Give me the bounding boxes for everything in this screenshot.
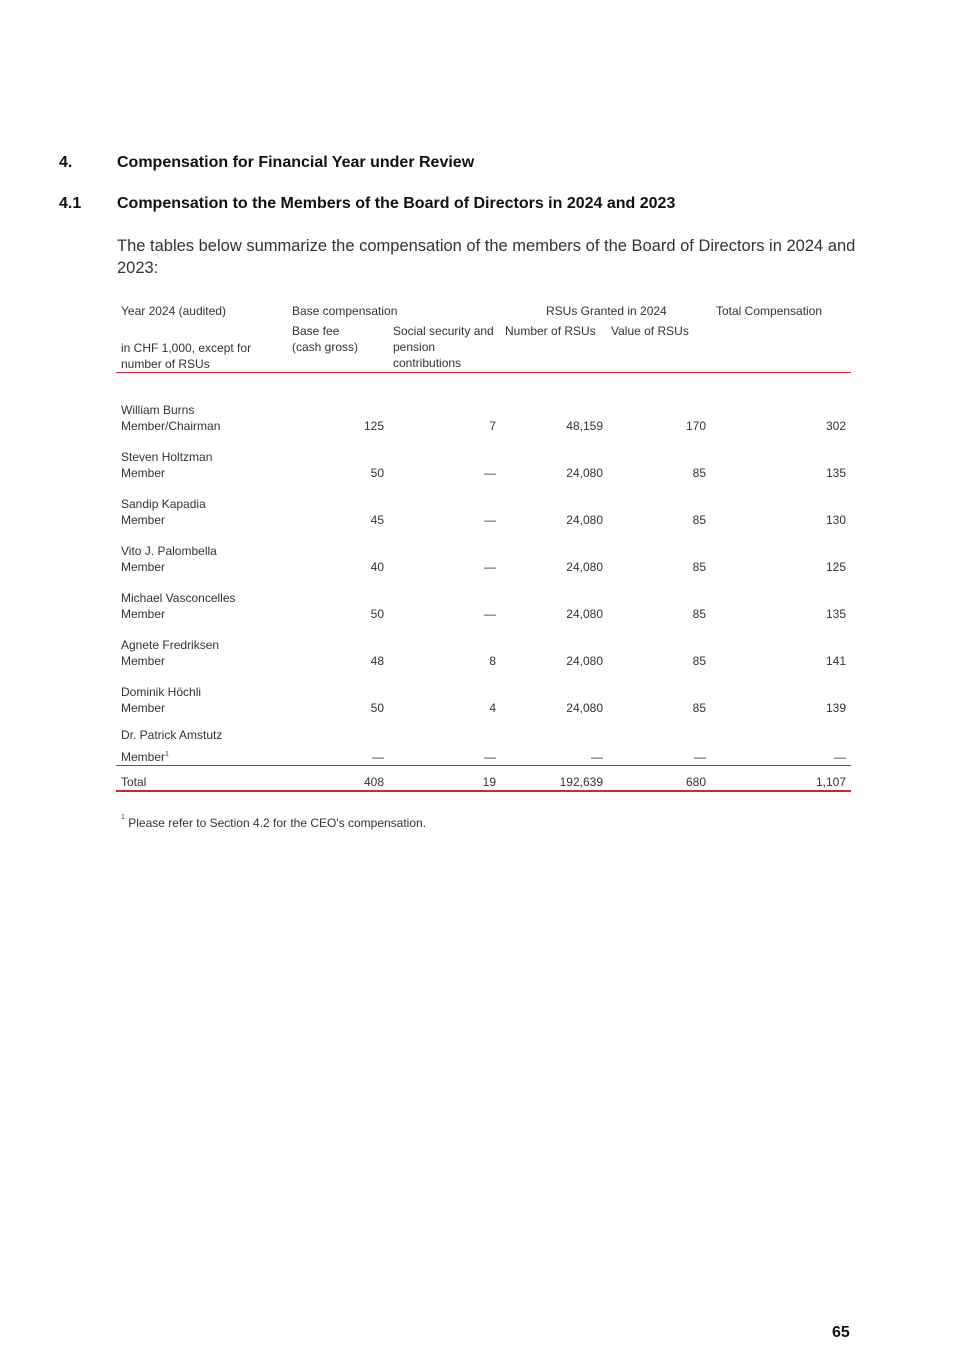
cell-social: — bbox=[484, 560, 496, 574]
cell-total: 302 bbox=[825, 419, 846, 433]
cell-value-rsus: 85 bbox=[692, 654, 706, 668]
member-role-text: Member bbox=[121, 654, 166, 668]
cell-total: 125 bbox=[825, 560, 846, 574]
cell-value-rsus: 85 bbox=[692, 513, 706, 527]
cell-value-rsus: — bbox=[694, 750, 706, 764]
col-value-rsus: Value of RSUs bbox=[611, 324, 689, 338]
col-social-line3: contributions bbox=[393, 356, 462, 370]
cell-value-rsus: 85 bbox=[692, 560, 706, 574]
header-base-compensation: Base compensation bbox=[292, 304, 398, 318]
member-role-text: Member bbox=[121, 607, 166, 621]
page-number: 65 bbox=[832, 1324, 850, 1341]
cell-social: 8 bbox=[489, 654, 496, 668]
col-number-rsus: Number of RSUs bbox=[505, 324, 596, 338]
header-year: Year 2024 (audited) bbox=[121, 304, 226, 318]
cell-total: 135 bbox=[825, 607, 846, 621]
member-role-text: Member/Chairman bbox=[121, 419, 221, 433]
cell-base-fee: 45 bbox=[370, 513, 384, 527]
member-name: Agnete Fredriksen bbox=[121, 638, 220, 652]
cell-value-rsus: 85 bbox=[692, 466, 706, 480]
cell-base-fee: 50 bbox=[370, 607, 384, 621]
member-role bbox=[121, 559, 165, 575]
total-total: 1,107 bbox=[815, 775, 846, 789]
footnote-text: Please refer to Section 4.2 for the CEO's compensation. bbox=[128, 816, 427, 830]
footnote-marker: 1 bbox=[121, 814, 125, 821]
header-rsus-granted: RSUs Granted in 2024 bbox=[546, 304, 667, 318]
member-name: Michael Vasconcelles bbox=[121, 591, 236, 605]
cell-total: 141 bbox=[825, 654, 846, 668]
footnote bbox=[121, 816, 426, 830]
cell-num-rsus: 24,080 bbox=[566, 513, 603, 527]
cell-base-fee: 48 bbox=[370, 654, 384, 668]
member-name: Sandip Kapadia bbox=[121, 497, 206, 511]
total-label: Total bbox=[121, 775, 147, 789]
cell-num-rsus: 24,080 bbox=[566, 607, 603, 621]
cell-num-rsus: — bbox=[591, 750, 603, 764]
member-name: Dr. Patrick Amstutz bbox=[121, 728, 223, 742]
col-social-line2: pension bbox=[393, 340, 436, 354]
cell-social: — bbox=[484, 513, 496, 527]
footnote-ref: 1 bbox=[165, 751, 169, 758]
cell-base-fee: — bbox=[372, 750, 384, 764]
member-role-text: Member bbox=[121, 513, 166, 527]
member-role bbox=[121, 418, 220, 434]
total-social: 19 bbox=[482, 775, 496, 789]
cell-social: — bbox=[484, 607, 496, 621]
member-role bbox=[121, 606, 165, 622]
member-role bbox=[121, 700, 165, 716]
col-social-line1: Social security and bbox=[393, 324, 494, 338]
member-role-text: Member bbox=[121, 750, 166, 764]
subsection-title: Compensation to the Members of the Board of Directors in 2024 and 2023 bbox=[117, 195, 676, 212]
total-num-rsus: 192,639 bbox=[559, 775, 603, 789]
col-social-security bbox=[393, 323, 494, 371]
cell-base-fee: 40 bbox=[370, 560, 384, 574]
col-base-fee bbox=[292, 323, 358, 355]
cell-social: 7 bbox=[489, 419, 496, 433]
unit-note-line1: in CHF 1,000, except for bbox=[121, 341, 252, 355]
member-role bbox=[121, 512, 165, 528]
cell-total: — bbox=[834, 750, 846, 764]
cell-total: 130 bbox=[825, 513, 846, 527]
member-name: Steven Holtzman bbox=[121, 450, 213, 464]
total-base-fee: 408 bbox=[363, 775, 384, 789]
member-role-text: Member bbox=[121, 466, 166, 480]
member-role bbox=[121, 465, 165, 481]
total-divider-bottom bbox=[116, 790, 851, 792]
cell-social: 4 bbox=[489, 701, 496, 715]
cell-base-fee: 50 bbox=[370, 466, 384, 480]
total-value-rsus: 680 bbox=[685, 775, 706, 789]
cell-social: — bbox=[484, 466, 496, 480]
member-role-text: Member bbox=[121, 560, 166, 574]
header-divider bbox=[116, 372, 851, 373]
cell-num-rsus: 24,080 bbox=[566, 560, 603, 574]
member-name: Dominik Höchli bbox=[121, 685, 202, 699]
cell-social: — bbox=[484, 750, 496, 764]
cell-base-fee: 125 bbox=[363, 419, 384, 433]
cell-base-fee: 50 bbox=[370, 701, 384, 715]
member-role bbox=[121, 653, 165, 669]
cell-value-rsus: 170 bbox=[685, 419, 706, 433]
cell-value-rsus: 85 bbox=[692, 607, 706, 621]
intro-paragraph: The tables below summarize the compensation of the members of the Board of Directors in 2024 and 2023: bbox=[117, 237, 856, 277]
section-number: 4. bbox=[59, 154, 73, 171]
subsection-number: 4.1 bbox=[59, 195, 82, 212]
cell-value-rsus: 85 bbox=[692, 701, 706, 715]
cell-num-rsus: 48,159 bbox=[566, 419, 603, 433]
cell-num-rsus: 24,080 bbox=[566, 466, 603, 480]
member-name: Vito J. Palombella bbox=[121, 544, 217, 558]
unit-note-line2: number of RSUs bbox=[121, 357, 210, 371]
cell-num-rsus: 24,080 bbox=[566, 654, 603, 668]
col-base-fee-line1: Base fee bbox=[292, 324, 340, 338]
member-role-text: Member bbox=[121, 701, 166, 715]
cell-total: 139 bbox=[825, 701, 846, 715]
cell-total: 135 bbox=[825, 466, 846, 480]
total-divider-top bbox=[116, 765, 851, 766]
unit-note bbox=[121, 340, 251, 372]
col-base-fee-line2: (cash gross) bbox=[292, 340, 359, 354]
header-total-compensation: Total Compensation bbox=[716, 304, 823, 318]
cell-num-rsus: 24,080 bbox=[566, 701, 603, 715]
member-name: William Burns bbox=[121, 403, 195, 417]
section-title: Compensation for Financial Year under Review bbox=[117, 154, 475, 171]
member-role bbox=[121, 749, 169, 765]
